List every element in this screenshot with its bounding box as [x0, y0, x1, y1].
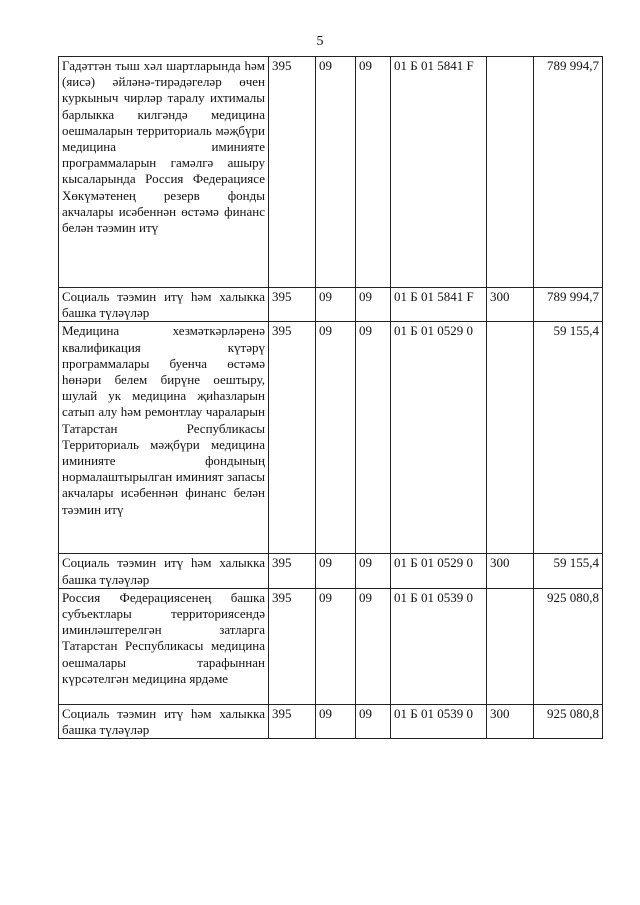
amount-cell: 925 080,8 — [534, 588, 603, 704]
amount-cell: 925 080,8 — [534, 704, 603, 738]
section-cell: 09 — [316, 322, 356, 554]
section-cell: 09 — [316, 57, 356, 288]
ministry-code-cell: 395 — [269, 288, 316, 322]
expense-type-cell — [487, 322, 534, 554]
page-number: 5 — [316, 34, 324, 49]
expense-type-cell: 300 — [487, 554, 534, 588]
row-name-cell: Россия Федерациясенең башка субъектлары территориясендә иминләштерелгән затларга Татарстан Республикасы медицина оешмалары тарафыннан күрсәтелгән медицина ярдәме — [59, 588, 269, 704]
table-row — [59, 704, 603, 738]
amount-cell: 59 155,4 — [534, 322, 603, 554]
expense-type-cell — [487, 57, 534, 288]
row-name-cell: Социаль тәэмин итү һәм халыкка башка түләүләр — [59, 554, 269, 588]
row-name-cell: Социаль тәэмин итү һәм халыкка башка түләүләр — [59, 704, 269, 738]
ministry-code-cell: 395 — [269, 588, 316, 704]
target-article-cell: 01 Б 01 0529 0 — [391, 322, 487, 554]
table-row — [59, 588, 603, 704]
subsection-cell: 09 — [356, 588, 391, 704]
target-article-cell: 01 Б 01 0529 0 — [391, 554, 487, 588]
table-row — [59, 322, 603, 554]
ministry-code-cell: 395 — [269, 57, 316, 288]
subsection-cell: 09 — [356, 288, 391, 322]
subsection-cell: 09 — [356, 704, 391, 738]
amount-cell: 59 155,4 — [534, 554, 603, 588]
budget-table — [58, 56, 603, 739]
expense-type-cell: 300 — [487, 288, 534, 322]
table-row — [59, 288, 603, 322]
row-name-cell: Гадәттән тыш хәл шартларында һәм (яисә) әйләнә-тирәдәгеләр өчен куркыныч чирләр таралу ихтималы барлыкка килгәндә медицина оешмаларын территориаль мәҗбүри медицина иминияте программаларын гамәлгә ашыру кысаларында Россия Федерациясе Хөкүмәтенең резерв фонды акчалары исәбеннән өстәмә финанс белән тәэмин итү — [59, 57, 269, 288]
expense-type-cell — [487, 588, 534, 704]
expense-type-cell: 300 — [487, 704, 534, 738]
section-cell: 09 — [316, 588, 356, 704]
ministry-code-cell: 395 — [269, 554, 316, 588]
target-article-cell: 01 Б 01 5841 F — [391, 57, 487, 288]
subsection-cell: 09 — [356, 554, 391, 588]
ministry-code-cell: 395 — [269, 322, 316, 554]
subsection-cell: 09 — [356, 57, 391, 288]
subsection-cell: 09 — [356, 322, 391, 554]
amount-cell: 789 994,7 — [534, 57, 603, 288]
target-article-cell: 01 Б 01 0539 0 — [391, 588, 487, 704]
section-cell: 09 — [316, 288, 356, 322]
table-row — [59, 57, 603, 288]
row-name-cell: Медицина хезмәткәрләренә квалификация күтәрү программалары буенча өстәмә һөнәри белем бирүне оештыру, шулай ук медицина җиһазларын сатып алу һәм ремонтлау чараларын Татарстан Республикасы Территориаль мәҗбүри медицина иминияте фондының нормалаштырылган иминият запасы акчалары исәбеннән финанс белән тәэмин итү — [59, 322, 269, 554]
table-row — [59, 554, 603, 588]
amount-cell: 789 994,7 — [534, 288, 603, 322]
target-article-cell: 01 Б 01 5841 F — [391, 288, 487, 322]
section-cell: 09 — [316, 554, 356, 588]
section-cell: 09 — [316, 704, 356, 738]
row-name-cell: Социаль тәэмин итү һәм халыкка башка түләүләр — [59, 288, 269, 322]
target-article-cell: 01 Б 01 0539 0 — [391, 704, 487, 738]
ministry-code-cell: 395 — [269, 704, 316, 738]
